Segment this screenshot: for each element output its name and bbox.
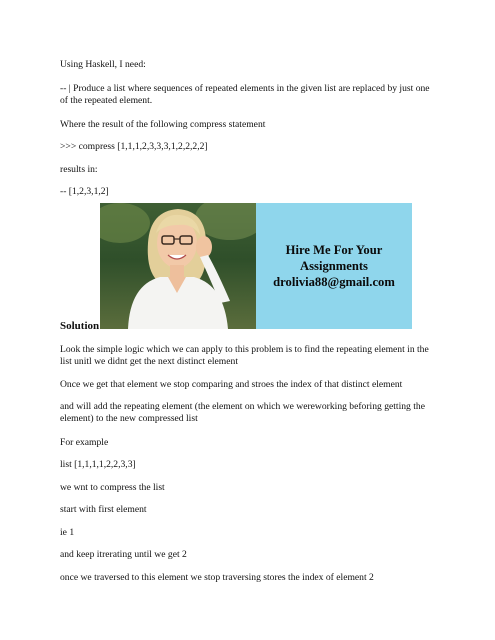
example-step-5: once we traversed to this element we stop traversing stores the index of element 2 [60,572,374,583]
solution-paragraph-3: and will add the repeating element (the element on which we wereworking beforing getting the element) to the new compressed list [60,401,425,424]
example-step-3: ie 1 [60,527,75,538]
solution-paragraph-2: Once we get that element we stop comparing and stroes the index of that distinct element [60,379,403,390]
example-step-2: start with first element [60,504,147,515]
hire-me-panel [256,203,412,329]
woman-illustration [100,203,256,329]
expected-result: -- [1,2,3,1,2] [60,186,109,197]
banner-line-2: Assignments [300,259,368,273]
compress-call: >>> compress [1,1,1,2,3,3,3,1,2,2,2,2] [60,141,208,152]
solution-heading: Solution [60,320,100,332]
statement-intro: Where the result of the following compress statement [60,119,266,130]
woman-photo [100,203,256,329]
intro-line: Using Haskell, I need: [60,59,146,70]
banner-email: drolivia88@gmail.com [273,275,395,289]
banner-line-1: Hire Me For Your [285,243,383,257]
example-step-4: and keep itrerating until we get 2 [60,549,187,560]
example-label: For example [60,437,109,448]
results-label: results in: [60,164,98,175]
task-description: -- | Produce a list where sequences of repeated elements in the given list are replaced by just one of the repeated element. [60,83,430,106]
advertisement-banner [100,203,412,329]
solution-paragraph-1: Look the simple logic which we can apply to this problem is to find the repeating element in the list unitl we didnt get the next distinct element [60,344,429,367]
example-list: list [1,1,1,1,2,2,3,3] [60,459,136,470]
example-step-1: we wnt to compress the list [60,482,165,493]
